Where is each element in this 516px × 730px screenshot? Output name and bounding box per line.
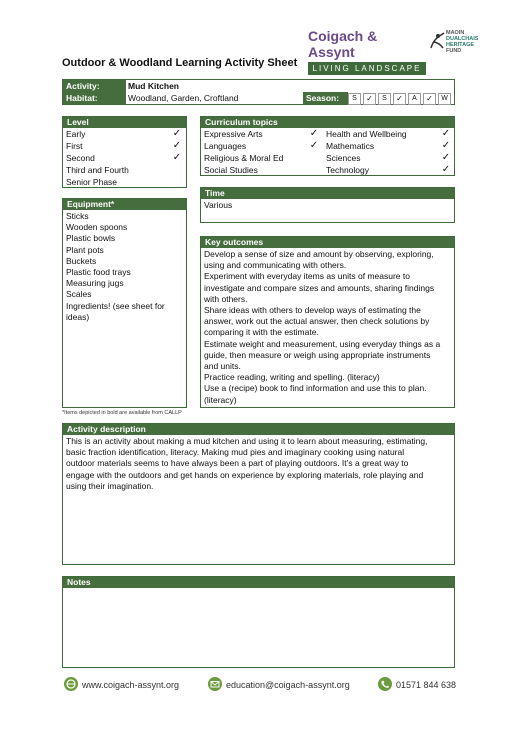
curriculum-right-column — [323, 128, 453, 176]
footer-email[interactable]: education@coigach-assynt.org — [226, 680, 350, 690]
level-label: Senior Phase — [66, 177, 118, 187]
email-icon — [208, 677, 222, 691]
outcome-line: answer, work out the actual answer, then check solutions by — [204, 316, 430, 327]
season-cell: ✓ — [423, 93, 436, 105]
level-row — [63, 152, 186, 164]
outcome-line: Share ideas with others to develop ways of estimating the — [204, 305, 421, 316]
curriculum-label: Mathematics — [326, 141, 375, 151]
fund-line-1: MAOIN — [446, 30, 465, 36]
habitat-label: Habitat: — [63, 92, 126, 104]
callp-logo — [308, 28, 426, 75]
page-title: Outdoor & Woodland Learning Activity Sheet — [62, 57, 298, 69]
outcome-line: and units. — [204, 361, 241, 372]
level-label: Early — [66, 129, 86, 139]
level-header: Level — [63, 117, 186, 128]
level-label: First — [66, 141, 83, 151]
curriculum-row — [201, 140, 321, 152]
curriculum-label: Religious & Moral Ed — [204, 153, 284, 163]
outcome-line: Experiment with everyday items as units of measure to — [204, 271, 410, 282]
description-line: engage with the outdoors and get hands on experience by exploring materials, role playing and — [66, 469, 424, 480]
fund-line-2: DUALCHAIS — [446, 36, 479, 42]
level-row — [63, 176, 186, 188]
equipment-item: Plastic food trays — [66, 267, 131, 278]
check-mark: ✓ — [172, 140, 182, 151]
curriculum-row — [201, 164, 321, 176]
equipment-item: Buckets — [66, 255, 97, 266]
outcome-line: guide, then measure or weigh using appropriate instruments — [204, 349, 431, 360]
notes-box — [62, 576, 455, 668]
season-cell: A — [408, 93, 421, 105]
outcome-line: Develop a sense of size and amount by observing, exploring, — [204, 249, 434, 259]
description-box — [62, 423, 455, 565]
season-cell: S — [378, 93, 391, 105]
outcome-line: using and communicating with others. — [204, 260, 347, 271]
description-line: basic fraction identification, literacy. Making mud pies and imaginary cooking using natural — [66, 447, 405, 458]
activity-habitat-box — [62, 79, 455, 105]
outcome-line: comparing it with the estimate. — [204, 327, 319, 338]
description-line: using their imagination. — [66, 480, 154, 491]
check-mark: ✓ — [441, 152, 451, 163]
phone-icon — [378, 677, 392, 691]
check-mark: ✓ — [441, 164, 451, 175]
notes-header: Notes — [63, 577, 454, 588]
equipment-item: Plastic bowls — [66, 233, 116, 244]
heritage-fund-logo — [446, 30, 478, 54]
season-label: Season: — [303, 92, 348, 104]
curriculum-left-column — [201, 128, 321, 176]
fund-line-4: FUND — [446, 48, 462, 54]
curriculum-row — [201, 152, 321, 164]
equipment-item: Plant pots — [66, 244, 104, 255]
description-line: This is an activity about making a mud kitchen and using it to learn about measuring, estimating, — [66, 436, 428, 446]
curriculum-label: Health and Wellbeing — [326, 129, 407, 139]
time-box — [200, 187, 455, 223]
season-cell: ✓ — [363, 93, 376, 105]
footer-website[interactable]: www.coigach-assynt.org — [82, 680, 180, 690]
outcome-line: with others. — [204, 293, 248, 304]
equipment-item: Measuring jugs — [66, 278, 124, 289]
description-header: Activity description — [63, 424, 454, 435]
curriculum-row — [323, 140, 453, 152]
curriculum-label: Languages — [204, 141, 247, 151]
footer-phone[interactable]: 01571 844 638 — [396, 680, 457, 690]
outcome-line: Use a (recipe) book to find information and use this to plan. — [204, 383, 427, 394]
equipment-header: Equipment* — [63, 199, 186, 210]
activity-label: Activity: — [63, 80, 126, 92]
check-mark: ✓ — [309, 140, 319, 151]
level-label: Second — [66, 153, 95, 163]
outcome-line: Practice reading, writing and spelling. (literacy) — [204, 372, 380, 383]
activity-value: Mud Kitchen — [128, 81, 179, 91]
check-mark: ✓ — [309, 128, 319, 139]
curriculum-label: Technology — [326, 165, 370, 175]
website-icon — [64, 677, 78, 691]
outcomes-list — [201, 248, 454, 406]
level-row — [63, 140, 186, 152]
equipment-item: Sticks — [66, 211, 89, 221]
season-cell: S — [348, 93, 361, 105]
curriculum-row — [323, 152, 453, 164]
curriculum-label: Expressive Arts — [204, 129, 263, 139]
check-mark: ✓ — [441, 140, 451, 151]
level-label: Third and Fourth — [66, 165, 129, 175]
heritage-fund-icon — [428, 30, 448, 52]
equipment-item: Scales — [66, 289, 92, 300]
description-line: outdoor materials seems to have always been a part of playing outdoors. It’s a great way to — [66, 458, 409, 469]
time-value: Various — [204, 200, 233, 210]
curriculum-box — [200, 116, 455, 176]
outcome-line: (literacy) — [204, 394, 237, 405]
check-mark: ✓ — [172, 152, 182, 163]
outcome-line: investigate and compare sizes and amounts, sharing findings — [204, 282, 435, 293]
time-header: Time — [201, 188, 454, 199]
logo-band: LIVING LANDSCAPE — [308, 62, 426, 75]
curriculum-header: Curriculum topics — [201, 117, 454, 128]
equipment-item: Wooden spoons — [66, 222, 128, 233]
logo-name: Coigach & Assynt — [308, 28, 378, 60]
season-cells — [348, 93, 451, 105]
equipment-box — [62, 198, 187, 408]
season-cell: ✓ — [393, 93, 406, 105]
description-text — [63, 435, 454, 492]
curriculum-row — [201, 128, 321, 140]
equipment-item: ideas) — [66, 311, 90, 322]
habitat-value: Woodland, Garden, Croftland — [128, 93, 239, 103]
outcomes-header: Key outcomes — [201, 237, 454, 248]
check-mark: ✓ — [172, 128, 182, 139]
fund-line-3: HERITAGE — [446, 42, 475, 48]
curriculum-row — [323, 164, 453, 176]
curriculum-label: Sciences — [326, 153, 361, 163]
level-row — [63, 164, 186, 176]
level-row — [63, 128, 186, 140]
notes-area[interactable] — [63, 588, 454, 666]
equipment-footnote: *Items depicted in bold are available from CALLP — [62, 410, 182, 416]
check-mark: ✓ — [441, 128, 451, 139]
level-box — [62, 116, 187, 188]
outcome-line: Estimate weight and measurement, using everyday things as a — [204, 338, 441, 349]
curriculum-row — [323, 128, 453, 140]
equipment-list — [63, 210, 186, 323]
season-cell: W — [438, 93, 451, 105]
equipment-item: Ingredients! (see sheet for — [66, 300, 165, 311]
outcomes-box — [200, 236, 455, 408]
curriculum-label: Social Studies — [204, 165, 258, 175]
